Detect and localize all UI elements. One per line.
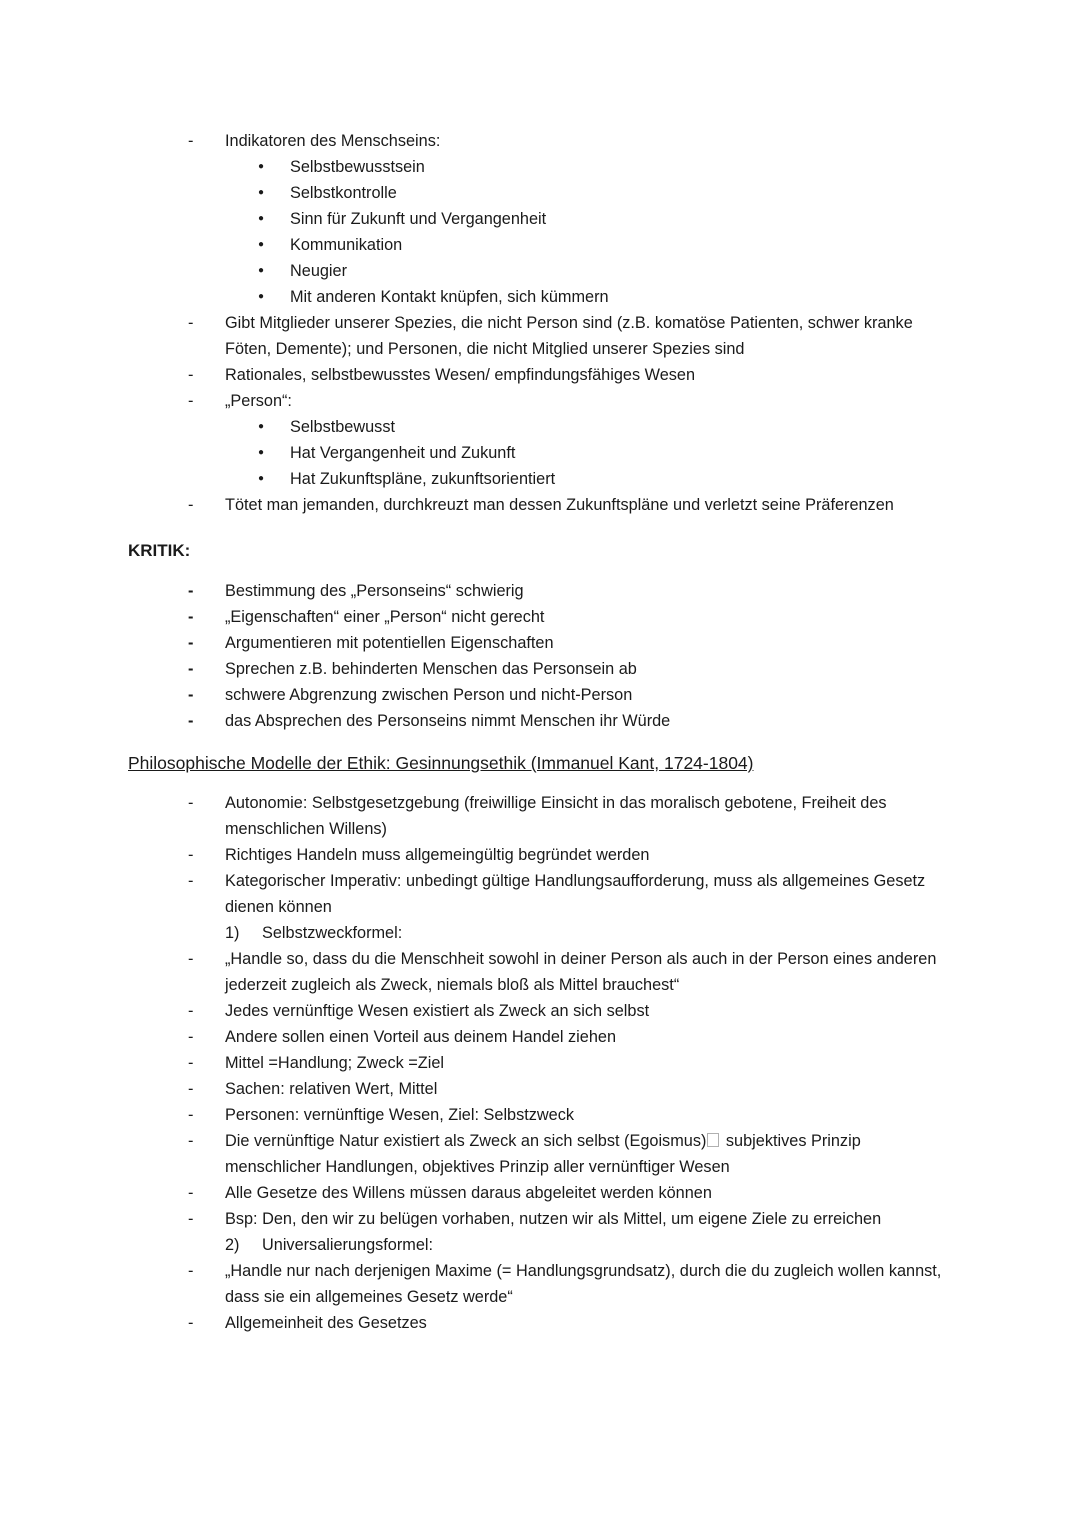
list-item [258, 440, 947, 466]
dash-marker: - [188, 872, 194, 890]
list-item [258, 232, 947, 258]
item-text: Argumentieren mit potentiellen Eigenschaften [225, 634, 554, 652]
dash-marker: - [188, 1262, 194, 1280]
list-item [188, 1310, 947, 1336]
missing-glyph-box-icon [707, 1133, 719, 1147]
dash-marker: - [188, 1002, 194, 1020]
list-item [188, 1258, 947, 1310]
dash-marker: - [188, 686, 194, 704]
item-text: Jedes vernünftige Wesen existiert als Zweck an sich selbst [225, 1002, 650, 1020]
dash-marker: - [188, 608, 194, 626]
item-text: Sachen: relativen Wert, Mittel [225, 1080, 438, 1098]
list-item [258, 414, 947, 440]
list-item [188, 1076, 947, 1102]
list-item [188, 492, 947, 518]
bullet-icon: ● [258, 291, 265, 302]
list-item [258, 284, 947, 310]
item-text: Selbstzweckformel: [262, 924, 403, 942]
list-item [188, 682, 947, 708]
list-item [188, 1050, 947, 1076]
list-item [188, 128, 947, 154]
dash-marker: - [188, 496, 194, 514]
list-item [188, 1128, 947, 1180]
item-text: Tötet man jemanden, durchkreuzt man dessen Zukunftspläne und verletzt seine Präferenzen [225, 496, 894, 514]
item-text: Hat Vergangenheit und Zukunft [290, 444, 516, 462]
item-text: Selbstbewusst [290, 418, 395, 436]
item-text: Richtiges Handeln muss allgemeingültig begründet werden [225, 846, 650, 864]
item-text: Allgemeinheit des Gesetzes [225, 1314, 427, 1332]
item-text: Hat Zukunftspläne, zukunftsorientiert [290, 470, 556, 488]
list-item [188, 362, 947, 388]
dash-marker: - [188, 1314, 194, 1332]
item-text: Autonomie: Selbstgesetzgebung (freiwillige Einsicht in das moralisch gebotene, Freiheit des menschlichen Willens) [225, 794, 887, 838]
number-marker: 1) [225, 924, 240, 942]
dash-marker: - [188, 1028, 194, 1046]
item-text: Kategorischer Imperativ: unbedingt gültige Handlungsaufforderung, muss als allgemeines Gesetz dienen können [225, 872, 926, 916]
dash-marker: - [188, 314, 194, 332]
item-text: „Person“: [225, 392, 292, 410]
dash-marker: - [188, 1132, 194, 1150]
list-item [225, 920, 947, 946]
list-item [258, 466, 947, 492]
list-item [258, 154, 947, 180]
dash-marker: - [188, 366, 194, 384]
item-text: Personen: vernünftige Wesen, Ziel: Selbstzweck [225, 1106, 575, 1124]
item-text: schwere Abgrenzung zwischen Person und nicht-Person [225, 686, 633, 704]
dash-marker: - [188, 582, 194, 600]
list-item [188, 578, 947, 604]
list-person-indicators [128, 128, 947, 518]
item-text: Indikatoren des Menschseins: [225, 132, 441, 150]
number-marker: 2) [225, 1236, 240, 1254]
list-item [258, 206, 947, 232]
item-text: Selbstkontrolle [290, 184, 397, 202]
item-text: „Handle so, dass du die Menschheit sowohl in deiner Person als auch in der Person eines anderen jederzeit zugleich als Zweck, niemals bloß als Mittel brauchest“ [225, 950, 937, 994]
item-text: Die vernünftige Natur existiert als Zweck an sich selbst (Egoismus) subjektives Prinzip menschlicher Handlungen, objektives Prinzip aller vernünftiger Wesen [225, 1132, 861, 1176]
item-text: Bsp: Den, den wir zu belügen vorhaben, nutzen wir als Mittel, um eigene Ziele zu erreichen [225, 1210, 882, 1228]
dash-marker: - [188, 634, 194, 652]
list-item [188, 656, 947, 682]
dash-marker: - [188, 1184, 194, 1202]
list-item [188, 842, 947, 868]
list-item [188, 1102, 947, 1128]
list-item [188, 946, 947, 998]
dash-marker: - [188, 1210, 194, 1228]
list-kant [128, 790, 947, 1336]
bullet-icon: ● [258, 161, 265, 172]
list-item [188, 708, 947, 734]
bullet-icon: ● [258, 421, 265, 432]
list-item [188, 388, 947, 414]
list-item [188, 1206, 947, 1232]
bullet-icon: ● [258, 213, 265, 224]
bullet-icon: ● [258, 447, 265, 458]
item-text: Andere sollen einen Vorteil aus deinem Handel ziehen [225, 1028, 617, 1046]
list-item [258, 180, 947, 206]
dash-marker: - [188, 1080, 194, 1098]
heading-kritik: KRITIK: [128, 541, 191, 560]
item-text: Bestimmung des „Personseins“ schwierig [225, 582, 524, 600]
list-item [188, 604, 947, 630]
item-text: Sinn für Zukunft und Vergangenheit [290, 210, 547, 228]
list-item [188, 868, 947, 920]
dash-marker: - [188, 950, 194, 968]
list-item [188, 1180, 947, 1206]
bullet-icon: ● [258, 239, 265, 250]
item-text: „Handle nur nach derjenigen Maxime (= Handlungsgrundsatz), durch die du zugleich wollen kannst, dass sie ein allgemeines Gesetz werde“ [225, 1262, 942, 1306]
list-item [225, 1232, 947, 1258]
item-text: „Eigenschaften“ einer „Person“ nicht gerecht [225, 608, 545, 626]
list-item [188, 310, 947, 362]
bullet-icon: ● [258, 187, 265, 198]
dash-marker: - [188, 712, 194, 730]
dash-marker: - [188, 660, 194, 678]
item-text: Mittel =Handlung; Zweck =Ziel [225, 1054, 444, 1072]
item-text: das Absprechen des Personseins nimmt Menschen ihr Würde [225, 712, 671, 730]
dash-marker: - [188, 392, 194, 410]
heading-gesinnungsethik: Philosophische Modelle der Ethik: Gesinnungsethik (Immanuel Kant, 1724-1804) [128, 753, 754, 773]
document-body [128, 128, 947, 1336]
bullet-icon: ● [258, 473, 265, 484]
bullet-icon: ● [258, 265, 265, 276]
list-item [258, 258, 947, 284]
list-item [188, 790, 947, 842]
item-text: Mit anderen Kontakt knüpfen, sich kümmern [290, 288, 609, 306]
dash-marker: - [188, 1054, 194, 1072]
list-item [188, 1024, 947, 1050]
list-item [188, 630, 947, 656]
item-text: Kommunikation [290, 236, 403, 254]
dash-marker: - [188, 846, 194, 864]
item-text: Gibt Mitglieder unserer Spezies, die nicht Person sind (z.B. komatöse Patienten, schwer kranke Föten, Demente); und Personen, die nicht Mitglied unserer Spezies sind [225, 314, 913, 358]
item-text: Neugier [290, 262, 348, 280]
item-text: Universalierungsformel: [262, 1236, 434, 1254]
item-text: Alle Gesetze des Willens müssen daraus abgeleitet werden können [225, 1184, 712, 1202]
item-text: Rationales, selbstbewusstes Wesen/ empfindungsfähiges Wesen [225, 366, 696, 384]
dash-marker: - [188, 794, 194, 812]
item-text: Sprechen z.B. behinderten Menschen das Personsein ab [225, 660, 637, 678]
list-kritik [128, 578, 947, 734]
item-text: Selbstbewusstsein [290, 158, 425, 176]
list-item [188, 998, 947, 1024]
dash-marker: - [188, 1106, 194, 1124]
dash-marker: - [188, 132, 194, 150]
